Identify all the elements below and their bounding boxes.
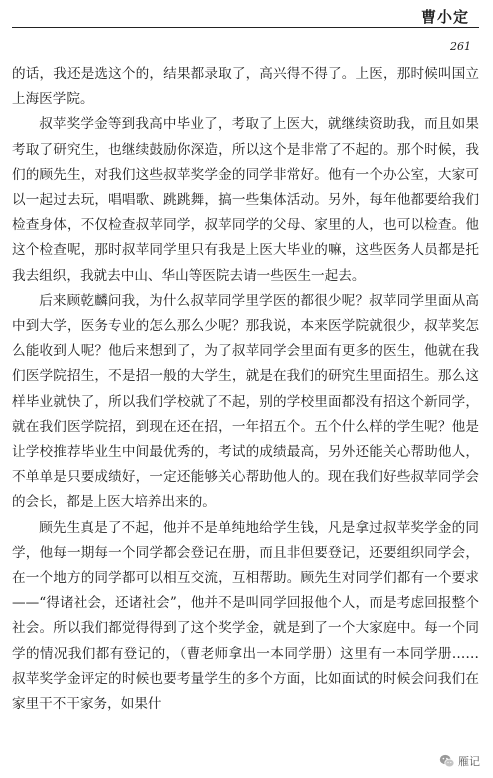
page-number: 261 bbox=[450, 40, 471, 53]
paragraph-2: 叔苹奖学金等到我高中毕业了，考取了上医大，就继续资助我，而且如果考取了研究生，也继续鼓励你深造，所以这个是非常了不起的。那个时候，我们的顾先生，对我们这些叔苹奖学金的同学非常好。他有一个办公室，大家可以一起过去玩，唱唱歌、跳跳舞，搞一些集体活动。另外，每年他都要给我们检查身体，不仅检查叔苹同学，叔苹同学的父母、家里的人，也可以检查。他这个检查呢，那时叔苹同学里只有我是上医大毕业的嘛，这些医务人员都是托我去组织，我就去中山、华山等医院去请一些医生一起去。 bbox=[12, 116, 479, 284]
header-rule bbox=[12, 27, 479, 28]
watermark bbox=[436, 752, 483, 770]
paragraph-4: 顾先生真是了不起，他并不是单纯地给学生钱，凡是拿过叔苹奖学金的同学，他每一期每一个同学都会登记在册，而且非但要登记，还要组织同学会，在一个地方的同学都可以相互交流，互相帮助。顾先生对同学们都有一个要求——“得诸社会，还诸社会”，他并不是叫同学回报他个人，而是考虑回报整个社会。所以我们都觉得得到了这个奖学金，就是到了一个大家庭中。每一个同学的情况我们都有登记的，（曹老师拿出一本同学册）这里有一本同学册……叔苹奖学金评定的时候也要考量学生的多个方面，比如面试的时候会问我们在家里干不干家务，如果什 bbox=[12, 519, 479, 713]
watermark-label: 雁记 bbox=[458, 755, 480, 768]
wechat-icon bbox=[439, 753, 455, 769]
body-text bbox=[12, 62, 479, 717]
paragraph-3: 后来顾乾麟问我，为什么叔苹同学里学医的都很少呢？叔苹同学里面从高中到大学，医务专业的怎么那么少呢？那我说，本来医学院就很少，叔苹奖怎么能收到人呢？他后来想到了，为了叔苹同学会里面有更多的医生，他就在我们医学院招生，不是招一般的大学生，就是在我们的研究生里面招生。那么这样毕业就快了，所以我们学校就了不起，别的学校里面都没有招这个新同学，就在我们医学院招，到现在还在招，一年招五个。五个什么样的学生呢？他是让学校推荐毕业生中间最优秀的，考试的成绩最高，另外还能关心帮助他人，不单单是只要成绩好，一定还能够关心帮助他人的。现在我们好些叔苹同学会的会长，都是上医大培养出来的。 bbox=[12, 292, 479, 511]
running-head: 曹小定 bbox=[420, 8, 469, 26]
paragraph-1: 的话，我还是选这个的，结果都录取了，高兴得不得了。上医，那时候叫国立上海医学院。 bbox=[12, 66, 479, 108]
